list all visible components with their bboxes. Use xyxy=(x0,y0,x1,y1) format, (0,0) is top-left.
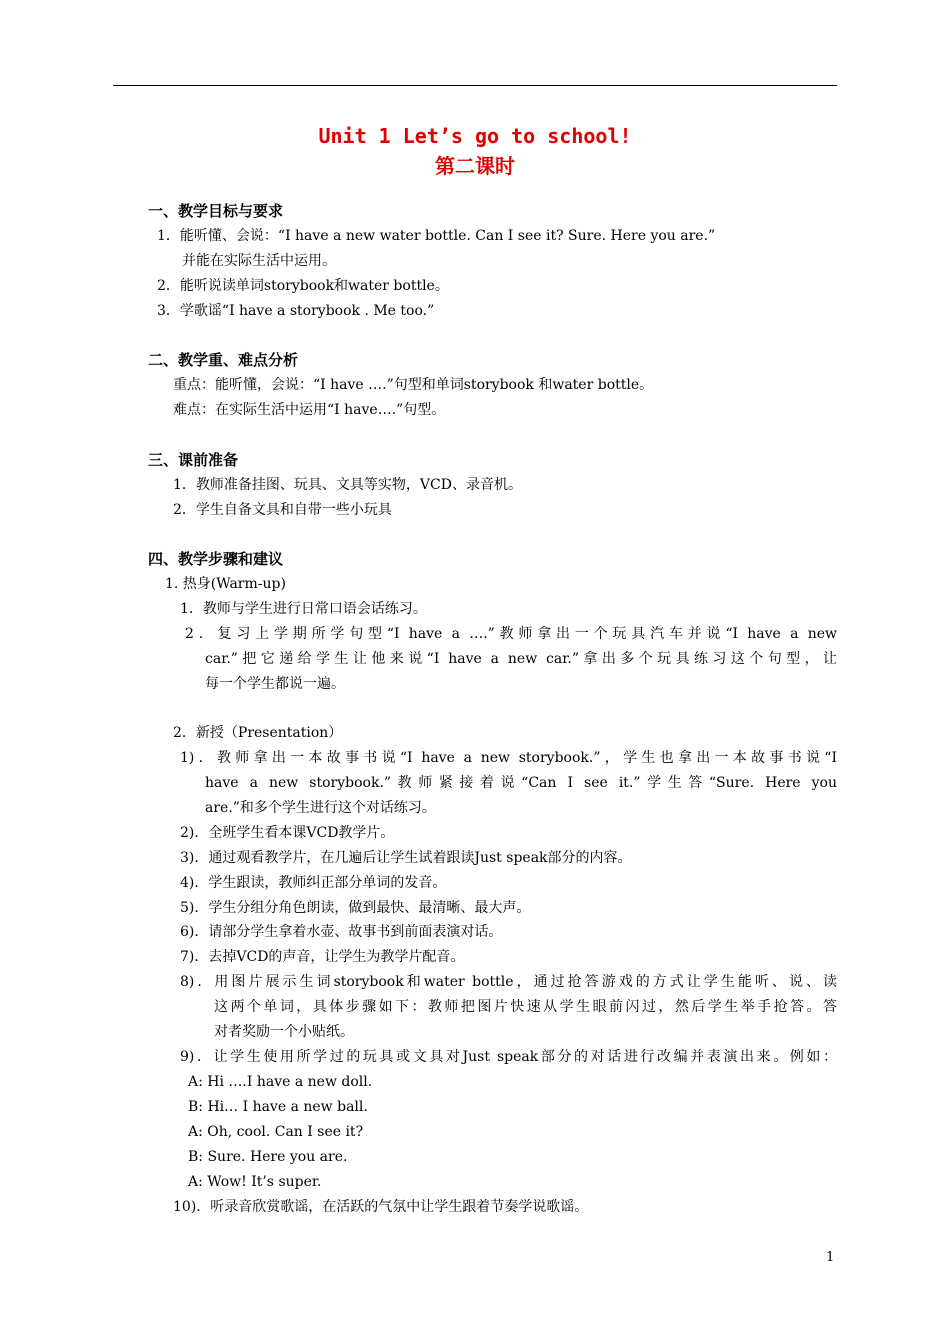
section-heading-objectives: 一、教学目标与要求 xyxy=(148,202,284,220)
warmup-item-continued: 每一个学生都说一遍。 xyxy=(205,676,345,692)
presentation-step: 5)．学生分组分角色朗读，做到最快、最清晰、最大声。 xyxy=(180,900,531,916)
dialogue-line: A: Hi ….I have a new doll. xyxy=(188,1074,373,1090)
warmup-item: 2．复习上学期所学句型“I have a ….”教师拿出一个玩具汽车并说“I have a new xyxy=(185,626,837,642)
page-title: Unit 1 Let’s go to school! xyxy=(318,124,632,148)
preparation-item: 2．学生自备文具和自带一些小玩具 xyxy=(173,502,392,518)
presentation-step: 9)．让学生使用所学过的玩具或文具对Just speak部分的对话进行改编并表演出来。例如： xyxy=(180,1049,837,1065)
dialogue-line: B: Sure. Here you are. xyxy=(188,1149,348,1165)
section-heading-steps: 四、教学步骤和建议 xyxy=(148,550,284,568)
presentation-step: 7)．去掉VCD的声音，让学生为教学片配音。 xyxy=(180,949,465,965)
objective-item: 2．能听说读单词storybook和water bottle。 xyxy=(157,278,449,294)
key-point-item: 重点：能听懂，会说：“I have ….”句型和单词storybook 和water bottle。 xyxy=(173,377,654,393)
presentation-step: 2)．全班学生看本课VCD教学片。 xyxy=(180,825,395,841)
section-heading-preparation: 三、课前准备 xyxy=(148,451,239,469)
subsection-title-presentation: 2．新授（Presentation） xyxy=(173,725,343,741)
key-point-item: 难点：在实际生活中运用“I have….”句型。 xyxy=(173,402,446,418)
objective-item: 并能在实际生活中运用。 xyxy=(182,253,336,269)
presentation-step-continued: 对者奖励一个小贴纸。 xyxy=(214,1024,354,1040)
objective-item: 1．能听懂、会说：“I have a new water bottle. Can I see it? Sure. Here you are.” xyxy=(157,228,716,244)
page-number: 1 xyxy=(826,1250,835,1265)
warmup-item-continued: car.”把它递给学生让他来说“I have a new car.”拿出多个玩具练习这个句型，让 xyxy=(205,651,837,667)
subsection-title-warmup: 1. 热身(Warm-up) xyxy=(165,576,286,592)
presentation-step-continued: 这两个单词，具体步骤如下：教师把图片快速从学生眼前闪过，然后学生举手抢答。答 xyxy=(214,999,837,1015)
page-subtitle: 第二课时 xyxy=(435,154,515,178)
objective-item: 3．学歌谣“I have a storybook . Me too.” xyxy=(157,303,435,319)
presentation-step-continued: are.”和多个学生进行这个对话练习。 xyxy=(205,800,436,816)
dialogue-line: B: Hi… I have a new ball. xyxy=(188,1099,368,1115)
warmup-item: 1．教师与学生进行日常口语会话练习。 xyxy=(180,601,427,617)
presentation-step: 1)．教师拿出一本故事书说“I have a new storybook.”，学生也拿出一本故事书说“I xyxy=(180,750,837,766)
presentation-step: 6)．请部分学生拿着水壶、故事书到前面表演对话。 xyxy=(180,924,503,940)
header-rule xyxy=(113,85,837,86)
section-heading-key-points: 二、教学重、难点分析 xyxy=(148,351,299,369)
presentation-step-continued: have a new storybook.”教师紧接着说“Can I see it.”学生答“Sure. Here you xyxy=(205,775,837,791)
presentation-step: 10)．听录音欣赏歌谣，在活跃的气氛中让学生跟着节奏学说歌谣。 xyxy=(173,1199,589,1215)
dialogue-line: A: Wow! It’s super. xyxy=(188,1174,322,1190)
presentation-step: 4)．学生跟读，教师纠正部分单词的发音。 xyxy=(180,875,447,891)
preparation-item: 1．教师准备挂图、玩具、文具等实物，VCD、录音机。 xyxy=(173,477,522,493)
presentation-step: 8)．用图片展示生词storybook和water bottle，通过抢答游戏的方式让学生能听、说、读 xyxy=(180,974,837,990)
presentation-step: 3)．通过观看教学片，在几遍后让学生试着跟读Just speak部分的内容。 xyxy=(180,850,632,866)
dialogue-line: A: Oh, cool. Can I see it? xyxy=(188,1124,364,1140)
